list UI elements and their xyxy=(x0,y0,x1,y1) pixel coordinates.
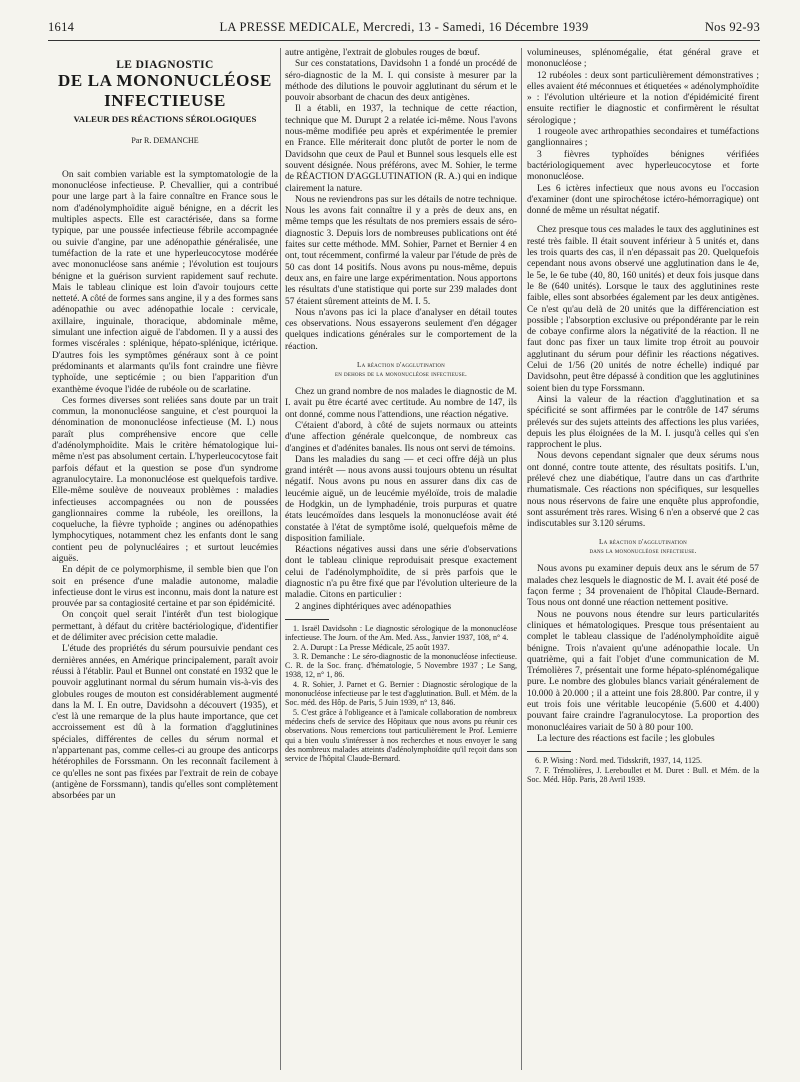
section-heading-line: La réaction d'agglutination xyxy=(356,361,445,370)
column-divider-2 xyxy=(521,48,522,1070)
page-header xyxy=(48,20,760,40)
section-heading-line: en dehors de la mononucléose infectieuse. xyxy=(334,370,468,379)
paragraph: Nous avons pu examiner depuis deux ans le sérum de 57 malades chez lesquels le diagnostic de M. I. avait été posé de façon ferme ; 34 provenaient de l'hôpital Claude-Bernard. Tous nous ont donné une réaction nettement positive. xyxy=(527,564,759,609)
paragraph: Nous devons cependant signaler que deux sérums nous ont donné, contre toute attente, des résultats positifs. L'un, prélevé chez une diabétique, l'autre dans un cas d'arthrite rhumatismale. Ces réactions non spécifiques, sur lesquelles nous nous réservons de faire une enquête plus approfondie, sont assurément très rares. Wising 6 n'en a observé que 2 cas indiscutables sur 3.120 sérums. xyxy=(527,451,759,530)
article-subtitle: VALEUR DES RÉACTIONS SÉROLOGIQUES xyxy=(73,114,257,125)
footnote: 7. F. Trémolières, J. Lereboullet et M. Duret : Bull. et Mém. de la Soc. Méd. Hôp. Paris, 28 Avril 1939. xyxy=(527,765,759,784)
footnote: 3. R. Demanche : Le séro-diagnostic de la mononucléose infectieuse. C. R. de la Soc. franç. d'hématologie, 5 Novembre 1937 ; Le Sang, 1938, 12, n° 1, 86. xyxy=(285,651,517,680)
paragraph: 3 fièvres typhoïdes bénignes vérifiées bactériologiquement avec hyperleucocytose et forte mononucléose. xyxy=(527,149,759,183)
paragraph: 12 rubéoles : deux sont particulièrement démonstratives ; elles avaient été méconnues et étiquetées « adénolymphoïdite » : l'évolution ultérieure et la notion d'épidémicité firent ensuite rectifier le diagnostic et confirmèrent le résultat sérologique ; xyxy=(527,70,759,126)
header-rule xyxy=(48,40,760,41)
issue-number: Nos 92-93 xyxy=(704,20,760,34)
paragraph: Nous n'avons pas ici la place d'analyser en détail toutes ces observations. Nous essayerons seulement d'en dégager quelques indications générales sur le comportement de la réaction. xyxy=(285,307,517,352)
paragraph: L'étude des propriétés du sérum poursuivie pendant ces dernières années, en Amérique principalement, paraît avoir réussi à l'établir. Paul et Bunnel ont constaté en 1932 que le pouvoir agglutinant normal du sérum humain vis-à-vis des globules rouges de mouton est considérablement augmenté dans la M. I. En outre, Davidsohn a découvert (1935), et c'est là une remarque de la plus haute importance, que cet accroissement est dû à la formation d'agglutinines spéciales, différentes de celles du sérum normal et n'appartenant pas, comme celles-ci au groupe des anticorps hétérophiles de Forssmann. On les reconnaît facilement à ce qu'elles ne sont pas fixées par l'extrait de rein de cobaye (antigène de Forssmann), tandis qu'elles sont complètement absorbées par un xyxy=(52,644,278,802)
paragraph: Les 6 ictères infectieux que nous avons eu l'occasion d'examiner (dont une spirochétose ictéro-hémorragique) ont donné de même un résultat négatif. xyxy=(527,183,759,217)
section-heading-negative xyxy=(285,361,517,379)
paragraph: Nous ne reviendrons pas sur les détails de notre technique. Nous les avons fait connaître il y a près de deux ans, en même temps que les résultats de nos premiers essais de séro-diagnostic 3. Depuis lors de nombreuses publications ont été faites sur cette méthode. MM. Sohier, Parnet et Bernier 4 en ont, tout récemment, confirmé la valeur par l'étude de près de 50 cas dont 14 positifs. Nous avons pu nous-même, depuis deux ans, en faire une large expérimentation. Nous apportons les résultats d'une statistique qui porte sur 239 malades dont 57 étaient sûrement atteints de M. I. 5. xyxy=(285,194,517,307)
section-heading-line: dans la mononucléose infectieuse. xyxy=(589,547,697,556)
footnote: 1. Israël Davidsohn : Le diagnostic sérologique de la mononucléose infectieuse. The Journ. of the Am. Med. Ass., Janvier 1937, 108, n° 4. xyxy=(285,623,517,643)
paragraph: Chez un grand nombre de nos malades le diagnostic de M. I. avait pu être écarté avec certitude. Au nombre de 147, ils ont donné, comme nous l'attendions, une réaction négative. xyxy=(285,387,517,420)
article-title-line-1: DE LA MONONUCLÉOSE xyxy=(58,71,272,91)
page-number: 1614 xyxy=(48,20,75,34)
footnote: 2. A. Durupt : La Presse Médicale, 25 août 1937. xyxy=(293,642,450,652)
section-heading-positive xyxy=(527,538,759,556)
footnote: 4. R. Sohier, J. Parnet et G. Bernier : Diagnostic sérologique de la mononucléose infectieuse par le test d'agglutination. Bull. et Mém. de la Soc. méd. des Hôp. de Paris, 5 Juin 1939, n° 13, 846. xyxy=(285,679,517,708)
section-heading-line: La réaction d'agglutination xyxy=(598,538,687,547)
paragraph: Sur ces constatations, Davidsohn 1 a fondé un procédé de séro-diagnostic de la M. I. qui consiste à mesurer par la méthode des dilutions le pouvoir agglutinant du sérum et le pouvoir absorbant de chacun des deux antigènes. xyxy=(285,59,517,104)
article-title-line-2: INFECTIEUSE xyxy=(104,91,226,111)
article-byline: Par R. DEMANCHE xyxy=(131,135,199,145)
footnotes-column-2 xyxy=(285,624,517,763)
column-2 xyxy=(285,48,517,763)
paragraph: Ainsi la valeur de la réaction d'agglutination et sa spécificité se sont affirmées par le contrôle de 147 sérums prélevés sur des sujets atteints des affections les plus variées, depuis les plus éloignées de la M. I. jusqu'à celles qui s'en rapprochent le plus. xyxy=(527,394,759,451)
paragraph: autre antigène, l'extrait de globules rouges de bœuf. xyxy=(285,48,480,58)
footnote-rule xyxy=(285,619,329,620)
paragraph: En dépit de ce polymorphisme, il semble bien que l'on soit en présence d'une maladie autonome, maladie infectieuse dont le virus est inconnu, mais dont la nature est prouvée par sa contagiosité certaine et par son épidémicité. xyxy=(52,565,278,610)
article-title-block xyxy=(52,60,278,146)
paragraph: 2 angines diphtériques avec adénopathies xyxy=(295,601,452,612)
column-3 xyxy=(527,48,759,784)
paragraph: On conçoit quel serait l'intérêt d'un test biologique permettant, à défaut du critère bactériologique, d'identifier et de délimiter avec précision cette maladie. xyxy=(52,610,278,644)
paragraph: C'étaient d'abord, à côté de sujets normaux ou atteints d'une affection générale quelconque, de nombreux cas d'angines et d'adénites banales. Ils nous ont servi de témoins. xyxy=(285,420,517,454)
paragraph: Dans les maladies du sang — et ceci offre déjà un plus grand intérêt — nous avons aussi toujours obtenu un résultat négatif. Nous avons pu nous en assurer dans dix cas de leucémie aiguë, un de leucémie myéloïde, trois de maladie de Hodgkin, un de lymphadénie, trois purpuras et quatre états leucémoïdes dans lesquels la mononucléose avait été constatée à l'état de symptôme isolé, quelquefois même de disposition familiale. xyxy=(285,454,517,544)
paragraph: Il a établi, en 1937, la technique de cette réaction, technique que M. Durupt 2 a relatée ici-même. Nous l'avons nous-même modifiée peu après et expérimentée le premier en France. Elle mériterait donc plutôt de porter le nom de Davidsohn que ceux de Paul et Bunnel sous lesquels elle est souvent désignée. Nous préférons, avec M. Sohier, le terme de RÉACTION D'AGGLUTINATION (R. A.) qui en indique clairement la nature. xyxy=(285,104,517,194)
footnote: 5. C'est grâce à l'obligeance et à l'amicale collaboration de nombreux médecins chefs de service des Hôpitaux que nous avons pu réunir ces observations. Nous remercions tout particulièrement le Prof. Lemierre qui a bien voulu s'intéresser à nos recherches et nous envoyer le sang des nombreux malades atteints d'adénolymphoïdite qu'il reçoit dans son service de l'hôpital Claude-Bernard. xyxy=(285,707,517,764)
paragraph: Chez presque tous ces malades le taux des agglutinines est resté très faible. Il était souvent inférieur à 5 unités et, dans les trois quarts des cas, il n'en dépassait pas 20. Quelquefois cependant nous avons observé une agglutination dans le 4e, le 5e, le 6e tube (40, 80, 160 unités) et deux fois jusque dans le 8e (640 unités). Lorsque le taux des agglutinines reste faible, elles sont absorbées également par les deux antigènes. Ce n'est qu'au delà de 20 unités que la différenciation est possible ; l'absorption exclusive ou prépondérante par le rein de cobaye confirme alors la négativité de la réaction. Il ne faut donc pas fixer un taux limite trop étroit au pouvoir agglutinant du sérum pour définir les réactions négatives. Celui de 1/56 (20 unités de notre échelle) indiqué par Davidsohn, peut être dépassé à condition que les agglutinines soient bien du type Forssmann. xyxy=(527,225,759,394)
column-divider-1 xyxy=(280,48,281,1070)
publication-line: LA PRESSE MEDICALE, Mercredi, 13 - Samedi, 16 Décembre 1939 xyxy=(219,20,589,34)
footnote: 6. P. Wising : Nord. med. Tidsskrift, 1937, 14, 1125. xyxy=(535,756,703,766)
footnote-rule xyxy=(527,751,571,752)
column-1 xyxy=(52,48,278,803)
paragraph: La lecture des réactions est facile ; les globules xyxy=(537,733,715,744)
paragraph: 1 rougeole avec arthropathies secondaires et tuméfactions ganglionnaires ; xyxy=(527,127,759,149)
paragraph: Réactions négatives aussi dans une série d'observations dont le tableau clinique reproduisait presque exactement celui de l'adénolymphoïdite, de si près parfois que le diagnostic n'a pu être fixé que par l'évolution ulterieure de la maladie. Citons en particulier : xyxy=(285,545,517,601)
paragraph: Ces formes diverses sont reliées sans doute par un trait commun, la mononucléose sanguine, et c'est pourquoi la dénomination de mononucléose infectieuse (M. I.) nous paraît plus compréhensive encore que celle d'adénolymphoïdite. Mais le critère hématologique lui-même n'est pas absolument certain. L'hyperleucocytose fait parfois défaut et la question se pose d'un syndrome agranulocytaire. La mononucléose est quelquefois tardive. Elle-même soulève de nouveaux problèmes : maladies infectieuses accompagnées ou non de poussées ganglionnaires comme la rubéole, les oreillons, la coqueluche, la fièvre typhoïde ; angines ou adénopathies lymphocytiques, notamment chez les enfants dont le sang contient peu de polynucléaires ; et surtout leucémies aiguës. xyxy=(52,395,278,564)
article-kicker: LE DIAGNOSTIC xyxy=(116,59,214,71)
paragraph: volumineuses, splénomégalie, état général grave et mononucléose ; xyxy=(527,48,759,70)
footnotes-column-3 xyxy=(527,756,759,784)
paragraph: Nous ne pouvons nous étendre sur leurs particularités cliniques et hématologiques. Presque tous présentaient au complet le tableau classique de l'adénolymphoïdite aiguë bénigne. Trois n'avaient qu'une adénopathie locale. Un quatrième, qui a fait l'objet d'une communication de M. Trémolières 7, présentait une forme hépato-splénomégalique pure. Le nombre des globules blancs variait généralement de 10.000 à 20.000 ; il a atteint une fois 28.800. Par contre, il y eut trois fois une véritable leucopénie (5.600 et 4.400) pouvant faire craindre l'agranulocytose. La proportion des mononucléaires variait de 50 à 80 pour 100. xyxy=(527,609,759,733)
paragraph: On sait combien variable est la symptomatologie de la mononucléose infectieuse. P. Chevallier, qui a contribué pour une large part à la faire connaître en France sous le nom d'adénolymphoïdite aiguë bénigne, en a décrit les multiples aspects. Elle est caractérisée, dans sa forme typique, par une poussée infectieuse fébrile accompagnée ou suivie d'angine, par une adénopathie généralisée, une tuméfaction de la rate et une hyperleucocytose modérée avec mononucléose sans anémie ; l'évolution est toujours bénigne et la guérison survient rapidement sauf rechute. Mais le tableau clinique est loin d'avoir toujours cette netteté. A côté de formes sans angine, il y a des formes sans adénopathie ou avec adénopathie locale : cervicale, axillaire, inguinale, thoracique, abdominale même, simulant une infection aiguë de l'abdomen. Il y a aussi des formes viscérales : splénique, hépato-splénique, ictérique. D'autres fois les symptômes généraux sont à ce point prédominants et alarmants qu'ils font craindre une fièvre typhoïde, une septicémie ; ou bien l'apparition d'un exanthème évoque l'idée de rubéole ou de scarlatine. xyxy=(52,169,278,395)
